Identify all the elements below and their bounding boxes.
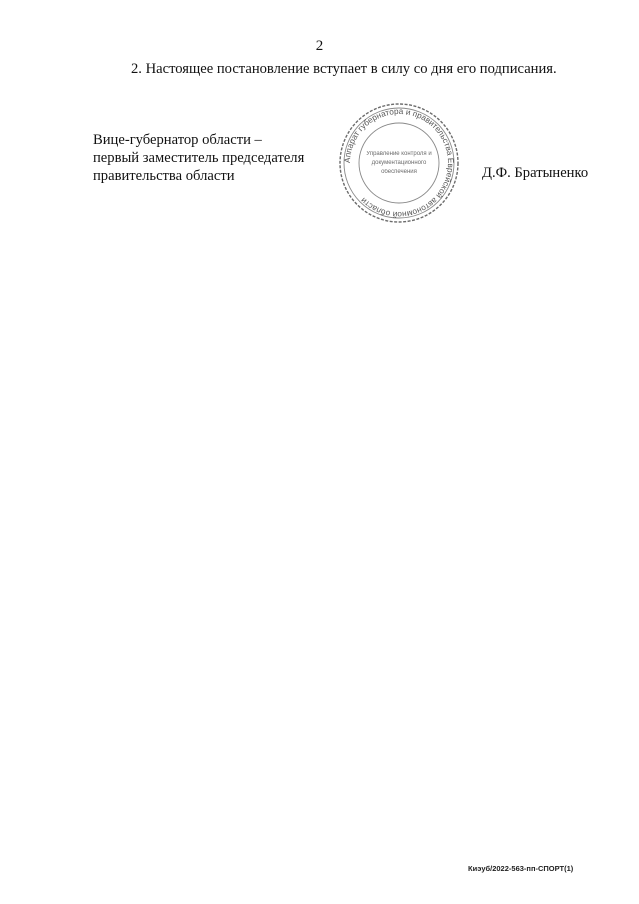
stamp-center-line: документационного xyxy=(371,160,427,166)
resolution-paragraph: 2. Настоящее постановление вступает в силу со дня его подписания. xyxy=(131,61,557,77)
page-number: 2 xyxy=(315,38,324,54)
stamp-center-line: обеспечения xyxy=(381,169,417,175)
signer-name: Д.Ф. Братыненко xyxy=(482,165,589,181)
stamp-ring-text: Аппарат губернатора и правительства Еврейской автономной области xyxy=(342,106,456,220)
signer-title-line: первый заместитель председателя xyxy=(93,150,305,166)
document-code: Киэуб/2022-563-пп-СПОРТ(1) xyxy=(468,864,574,873)
signer-title xyxy=(93,131,333,185)
official-stamp xyxy=(337,101,461,225)
signer-title-line: правительства области xyxy=(93,168,235,184)
signer-title-line: Вице-губернатор области – xyxy=(93,132,262,148)
stamp-center-line: Управление контроля и xyxy=(366,151,432,157)
